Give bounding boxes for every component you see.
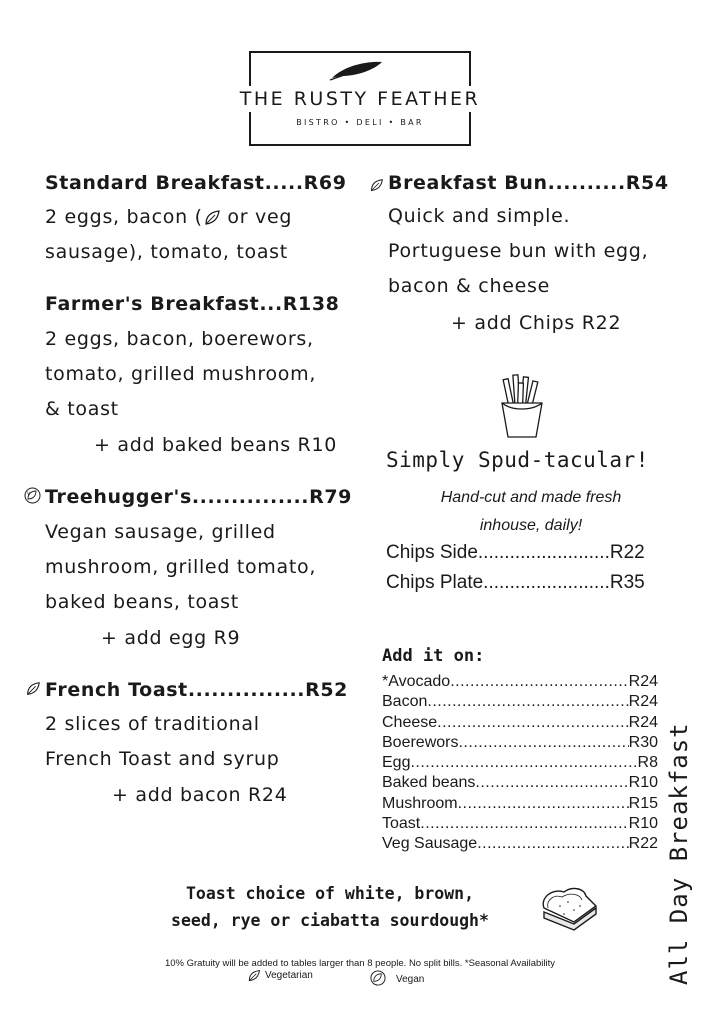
spud-desc-line1: Hand-cut and made fresh <box>440 489 622 506</box>
vegan-leaf-icon <box>24 487 41 504</box>
standard-line1-end: or veg <box>220 206 293 228</box>
list-item: Baked beans ..... R10 <box>382 773 658 793</box>
chips-plate-row: Chips Plate........................R35 <box>386 572 645 593</box>
legend-vegan: Vegan <box>396 974 425 985</box>
treehuggers-line2: mushroom, grilled tomato, <box>45 556 317 578</box>
toast-note-line1: Toast choice of white, brown, <box>185 884 475 903</box>
chips-side-row: Chips Side.........................R22 <box>386 542 645 563</box>
spud-description <box>396 484 666 540</box>
french-toast-line2: French Toast and syrup <box>45 748 280 770</box>
vegetarian-leaf-icon <box>203 209 221 227</box>
farmers-addon: + add baked beans R10 <box>94 434 338 456</box>
breakfast-bun-line2: Portuguese bun with egg, <box>388 240 649 262</box>
treehuggers-heading: Treehugger's...............R79 <box>45 486 352 508</box>
list-item: Toast ..... R10 <box>382 814 658 834</box>
fries-icon <box>494 373 550 441</box>
toast-note-line2: seed, rye or ciabatta sourdough* <box>171 911 489 930</box>
list-item: *Avocado ..... R24 <box>382 672 658 692</box>
treehuggers-addon: + add egg R9 <box>101 627 241 649</box>
brand-name: THE RUSTY FEATHER <box>224 86 496 112</box>
list-item: Cheese ..... R24 <box>382 713 658 733</box>
treehuggers-line3: baked beans, toast <box>45 591 239 613</box>
breakfast-bun-line3: bacon & cheese <box>388 275 550 297</box>
french-toast-heading: French Toast...............R52 <box>45 679 348 701</box>
chips-plate-name: Chips Plate <box>386 572 484 593</box>
breakfast-bun-line1: Quick and simple. <box>388 205 571 227</box>
spud-section-title: Simply Spud-tacular! <box>386 448 649 472</box>
feather-icon <box>328 60 386 82</box>
list-item: Mushroom ..... R15 <box>382 794 658 814</box>
footer-note: 10% Gratuity will be added to tables larger than 8 people. No split bills. *Seasonal Availability <box>164 958 556 969</box>
vegetarian-leaf-icon <box>247 969 261 983</box>
farmers-breakfast-line2: tomato, grilled mushroom, <box>45 363 317 385</box>
list-item: Bacon ..... R24 <box>382 692 658 712</box>
standard-breakfast-heading: Standard Breakfast.....R69 <box>45 172 347 194</box>
brand-tagline: BISTRO • DELI • BAR <box>296 118 424 127</box>
list-item: Egg ..... R8 <box>382 753 658 773</box>
vegetarian-leaf-icon <box>25 681 41 697</box>
toast-icon <box>538 882 602 934</box>
list-item: Boerewors ..... R30 <box>382 733 658 753</box>
chips-side-name: Chips Side <box>386 542 478 563</box>
addons-title: Add it on: <box>382 646 485 666</box>
farmers-breakfast-line3: & toast <box>45 398 119 420</box>
chips-side-price: R22 <box>609 542 645 563</box>
vegetarian-leaf-icon <box>369 178 384 193</box>
breakfast-bun-addon: + add Chips R22 <box>451 312 622 334</box>
standard-line1-start: 2 eggs, bacon ( <box>45 206 203 228</box>
addons-list <box>382 672 658 855</box>
standard-breakfast-line1 <box>45 200 292 235</box>
toast-choice-note <box>120 880 540 934</box>
spud-desc-line2: inhouse, daily! <box>479 517 583 534</box>
breakfast-bun-heading: Breakfast Bun..........R54 <box>388 172 669 194</box>
chips-plate-price: R35 <box>609 572 645 593</box>
farmers-breakfast-line1: 2 eggs, bacon, boerewors, <box>45 328 314 350</box>
legend-vegetarian: Vegetarian <box>265 970 313 981</box>
standard-breakfast-line2: sausage), tomato, toast <box>45 241 288 263</box>
french-toast-line1: 2 slices of traditional <box>45 713 260 735</box>
farmers-breakfast-heading: Farmer's Breakfast...R138 <box>45 293 340 315</box>
french-toast-addon: + add bacon R24 <box>112 784 288 806</box>
svg-text:V: V <box>27 491 30 496</box>
list-item: Veg Sausage ..... R22 <box>382 834 658 854</box>
treehuggers-line1: Vegan sausage, grilled <box>45 521 276 543</box>
all-day-breakfast-label: All Day Breakfast <box>665 722 693 985</box>
vegan-leaf-icon <box>370 970 386 986</box>
